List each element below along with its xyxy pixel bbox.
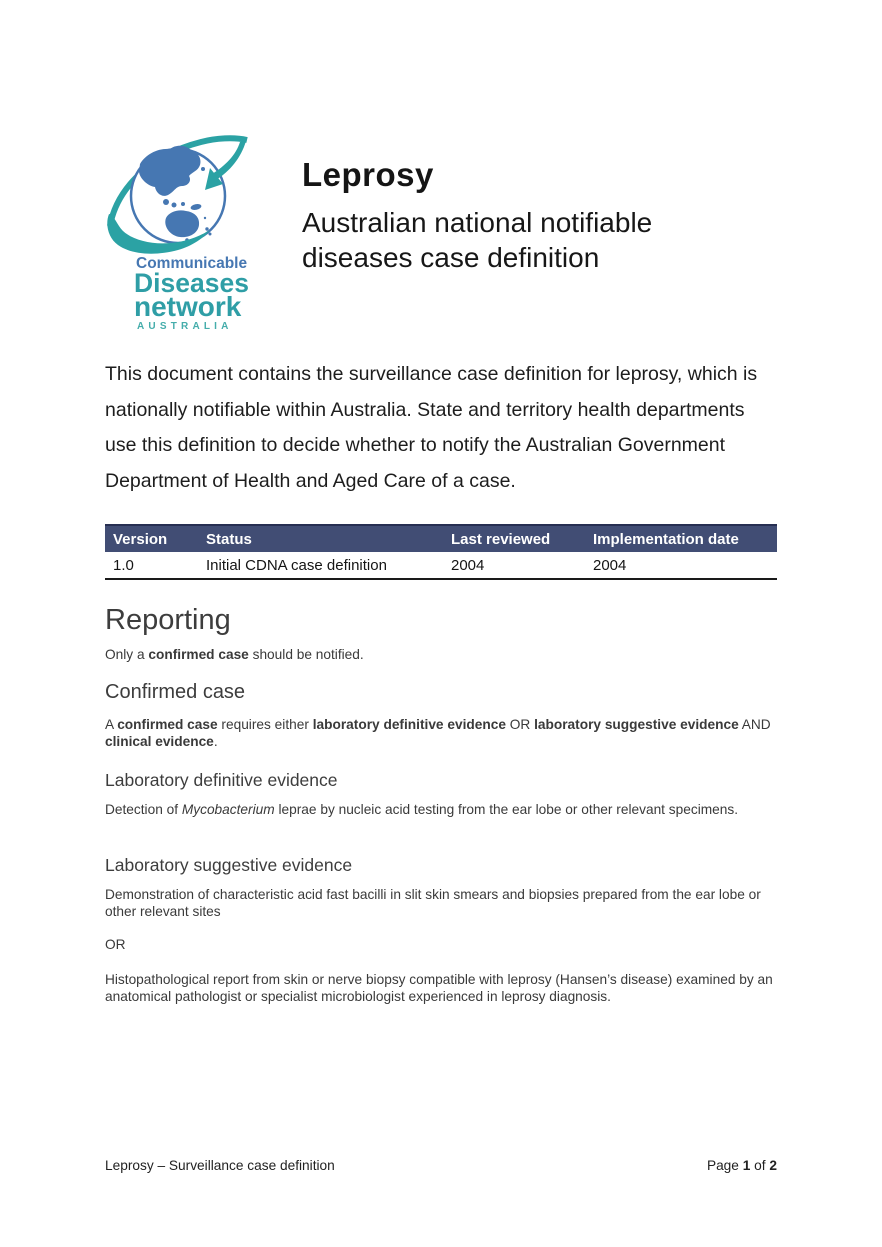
header bbox=[302, 156, 762, 275]
heading-reporting: Reporting bbox=[105, 604, 231, 636]
page-footer bbox=[105, 1158, 777, 1173]
confirmed-case-body: A confirmed case requires either laboratory definitive evidence OR laboratory suggestive evidence AND clinical evidence. bbox=[105, 717, 771, 749]
footer-page-number: Page 1 of 2 bbox=[706, 1158, 777, 1173]
heading-lab-definitive-evidence: Laboratory definitive evidence bbox=[105, 770, 338, 790]
heading-lab-suggestive-evidence: Laboratory suggestive evidence bbox=[105, 855, 353, 875]
logo-text-diseases: Diseases bbox=[134, 268, 249, 298]
column-header-last-reviewed: Last reviewed bbox=[451, 531, 551, 548]
or-connector: OR bbox=[105, 937, 126, 952]
column-header-version: Version bbox=[113, 531, 168, 548]
logo-text-network: network bbox=[134, 291, 242, 322]
cell-status: Initial CDNA case definition bbox=[198, 552, 443, 579]
page-title: Leprosy bbox=[302, 156, 434, 193]
lab-suggestive-body-1: Demonstration of characteristic acid fast bacilli in slit skin smears and biopsies prepared from the ear lobe or other relevant sites bbox=[105, 887, 761, 919]
column-header-implementation-date: Implementation date bbox=[593, 531, 739, 548]
version-table-header-row bbox=[105, 525, 777, 552]
cell-last-reviewed: 2004 bbox=[443, 552, 585, 579]
lab-suggestive-body-2: Histopathological report from skin or nerve biopsy compatible with leprosy (Hansen’s disease) examined by an anatomical pathologist or specialist microbiologist experienced in leprosy diagnosis. bbox=[105, 972, 773, 1004]
table-row bbox=[105, 552, 777, 579]
cdna-logo bbox=[106, 126, 251, 331]
logo-text-australia: AUSTRALIA bbox=[137, 321, 233, 331]
lab-definitive-body: Detection of Mycobacterium leprae by nucleic acid testing from the ear lobe or other relevant specimens. bbox=[105, 802, 739, 817]
column-header-status: Status bbox=[206, 531, 252, 548]
cell-version: 1.0 bbox=[105, 552, 198, 579]
cell-implementation-date: 2004 bbox=[585, 552, 777, 579]
reporting-note: Only a confirmed case should be notified. bbox=[105, 647, 364, 662]
footer-document-title: Leprosy – Surveillance case definition bbox=[105, 1158, 335, 1173]
page-subtitle: Australian national notifiable diseases case definition bbox=[302, 207, 653, 273]
intro-paragraph: This document contains the surveillance case definition for leprosy, which is nationally notifiable within Australia. State and territory health departments use this definition to decide whether to notify the Australian Government Department of Health and Aged Care of a case. bbox=[105, 363, 758, 492]
heading-confirmed-case: Confirmed case bbox=[105, 681, 246, 703]
version-table bbox=[105, 524, 777, 580]
logo-text-communicable: Communicable bbox=[136, 255, 248, 272]
